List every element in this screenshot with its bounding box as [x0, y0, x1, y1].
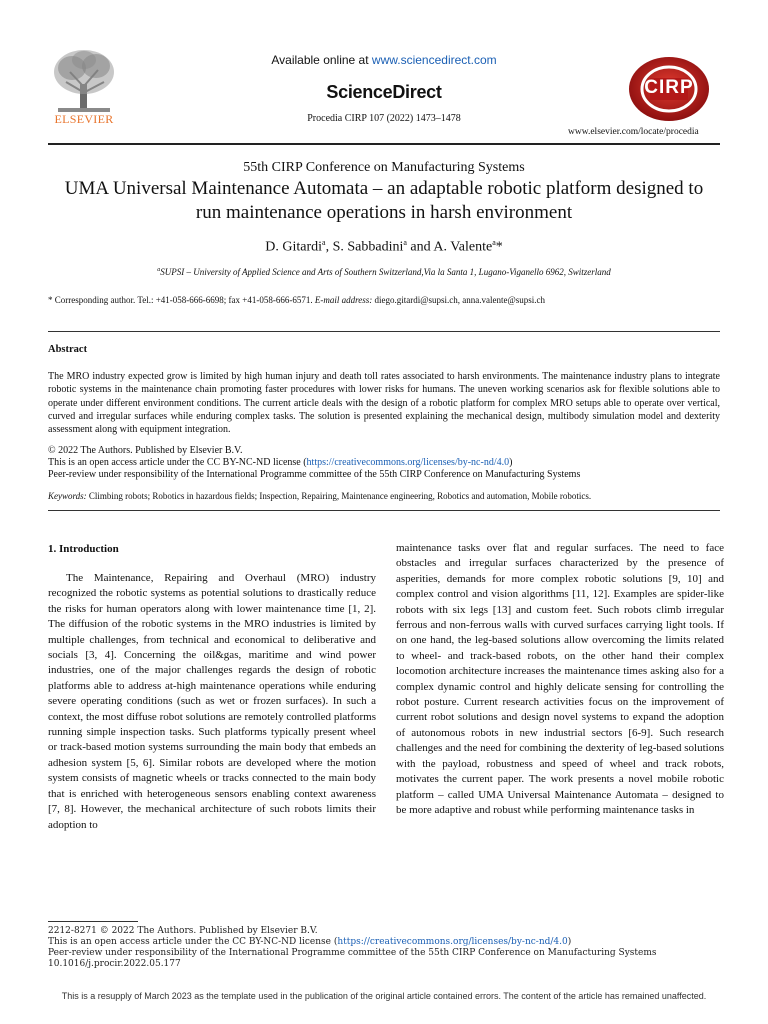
author-affiliation-mark: a: [492, 238, 496, 247]
abstract-body: The MRO industry expected grow is limited by high human injury and death toll rates associated to harsh environments. The maintenance industry plans to integrate robotic systems in the maintenance chain promoting faster procedures with lower risks for humans. The uneven working scenarios ask for flexible solutions able to operate under different environment conditions. The current article deals with the design of a robotic platform for complex MRO setups able to operate over vertical, curved and irregular surfaces while enduring complex tasks. The solution is presented explaining the mechanical design, multibody simulation model and dexterity assessment along with equipment integration.: [48, 371, 720, 436]
affiliation-mark: a: [157, 267, 161, 273]
author-affiliation-mark: a: [403, 238, 407, 247]
footer-peer-review: Peer-review under responsibility of the International Programme committee of the 55th CIRP Conference on Manufacturing Systems: [48, 948, 657, 958]
license-prefix: This is an open access article under the CC BY-NC-ND license (: [48, 457, 307, 468]
publisher-name: ELSEVIER: [54, 112, 114, 126]
resupply-note: This is a resupply of March 2023 as the template used in the publication of the original article contained errors. The content of the article has remained unaffected.: [61, 991, 707, 1001]
abstract-top-divider: [48, 331, 720, 332]
footer-license-link[interactable]: https://creativecommons.org/licenses/by-nc-nd/4.0: [337, 937, 568, 947]
author-separator: and: [406, 239, 434, 255]
header-divider: [48, 143, 720, 145]
sciencedirect-link[interactable]: www.sciencedirect.com: [371, 53, 497, 67]
footer-license-prefix: This is an open access article under the CC BY-NC-ND license (: [48, 937, 338, 947]
email-label: E-mail address:: [314, 295, 373, 305]
keywords-label: Keywords:: [48, 491, 87, 501]
article-title: UMA Universal Maintenance Automata – an adaptable robotic platform designed to run maintenance operations in harsh environment: [64, 178, 704, 223]
affiliation-text: SUPSI – University of Applied Science and Arts of Southern Switzerland,Via la Santa 1, Lugano-Viganello 6962, Switzerland: [160, 267, 611, 277]
corresponding-author: [48, 295, 545, 305]
section-heading: 1. Introduction: [48, 543, 119, 555]
cirp-logo: [628, 56, 710, 122]
footer-doi[interactable]: 10.1016/j.procir.2022.05.177: [48, 959, 181, 969]
available-prefix: Available online at: [271, 53, 372, 67]
journal-reference: Procedia CIRP 107 (2022) 1473–1478: [307, 113, 461, 124]
license-link[interactable]: https://creativecommons.org/licenses/by-nc-nd/4.0: [306, 457, 510, 468]
license-suffix: ): [509, 457, 513, 468]
author-name: D. Gitardi: [265, 239, 322, 255]
abstract-bottom-divider: [48, 510, 720, 511]
footer-divider: [48, 921, 138, 922]
affiliation: [0, 267, 768, 277]
footer-license-suffix: ): [567, 937, 572, 947]
author-name: A. Valente: [433, 239, 493, 255]
abstract-copyright: © 2022 The Authors. Published by Elsevier B.V.: [48, 445, 243, 456]
author-name: S. Sabbadini: [332, 239, 404, 255]
author-separator: ,: [325, 239, 333, 255]
intro-left-column: The Maintenance, Repairing and Overhaul (MRO) industry recognized the robotic systems as potential solutions to drastically reduce the risks for human operators along with lower maintenance time [1, 2]. The diffusion of the robotic systems in the MRO industries is limited by multiple challenges, from technical and economical to deliberative and socials [3, 4]. Concerning the oil&gas, maritime and wind power industries, one of the major challenges regards the design of robotic platforms able to address at-high maintenance operations while enduring severe operating conditions (such as wet or frozen surfaces). In such a context, the most diffuse robot solutions are remotely controlled platforms running simple inspection tasks. Such platforms typically present wheel or track-based motion systems surrounding the main body that embeds an adhesion system [5, 6]. Similar robots are developed where the motion system consists of magnetic wheels or tracks connected to the main body that is enriched with heterogeneous sensors enabling context awareness [7, 8]. However, the mechanical architecture of such robots limits their adoption to: [48, 572, 376, 831]
conference-name: 55th CIRP Conference on Manufacturing Systems: [243, 160, 525, 175]
footer-block: [48, 926, 728, 970]
journal-url[interactable]: www.elsevier.com/locate/procedia: [568, 127, 699, 137]
abstract-peer-review: Peer-review under responsibility of the International Programme committee of the 55th CIRP Conference on Manufacturing Systems: [48, 469, 581, 480]
footer-issn: 2212-8271 © 2022 The Authors. Published by Elsevier B.V.: [48, 926, 318, 936]
author-affiliation-mark: a: [322, 238, 326, 247]
keywords: [48, 491, 720, 501]
keywords-list: Climbing robots; Robotics in hazardous fields; Inspection, Repairing, Maintenance engineering, Robotics and automation, Mobile robotics.: [86, 491, 592, 501]
abstract-heading: Abstract: [48, 344, 88, 355]
platform-name: ScienceDirect: [326, 82, 442, 102]
cirp-logo-text: CIRP: [644, 77, 694, 98]
corresponding-mark: *: [495, 239, 503, 255]
corresponding-contact: * Corresponding author. Tel.: +41-058-666-6698; fax +41-058-666-6571.: [48, 295, 315, 305]
author-list: [0, 238, 768, 256]
email-addresses[interactable]: diego.gitardi@supsi.ch, anna.valente@supsi.ch: [372, 295, 546, 305]
footer-license: [48, 937, 728, 948]
intro-right-column: maintenance tasks over flat and regular surfaces. The need to face obstacles and irregular surfaces characterized by the presence of asperities, demands for more complex robotic solutions [9, 10] and complex control and vision algorithms [11, 12]. Examples are spider-like robots with six legs [13] and custom feet. Such robots climb irregular ferrous and non-ferrous walls with curved surfaces carrying light tools. If on one hand, the leg-based solutions allow overcoming the limits related to wheel- and track-based robots, on the other hand their complex locomotion architecture increases the maintenance times asking also for a complex dynamic control and highly delicate sensing for controlling the robot posture. Current research activities focus on the improvement of current robot solutions and design novel systems to expand the adoption of autonomous robots in new industrial sectors [6-9]. Such research challenges and the need for combining the dexterity of leg-based solutions with the payload, robustness and speed of wheel and track robots, motivates the current paper. The work presents a novel mobile robotic platform – called UMA Universal Maintenance Automata – designed to be more adaptive and robust while performing maintenance tasks in: [396, 542, 724, 816]
